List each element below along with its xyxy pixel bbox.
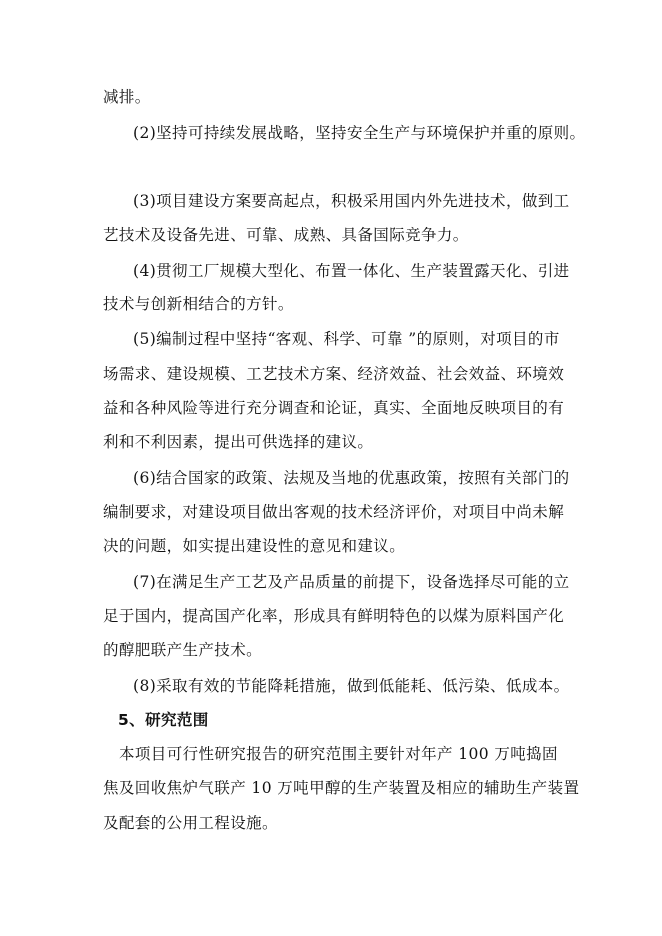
text-line: (3)项目建设方案要高起点，积极采用国内外先进技术，做到工	[133, 192, 570, 210]
text-line: 本项目可行性研究报告的研究范围主要针对年产 100 万吨捣固	[119, 745, 558, 763]
text-line: 及配套的公用工程设施。	[103, 814, 278, 832]
text-line: (7)在满足生产工艺及产品质量的前提下，设备选择尽可能的立	[133, 573, 570, 591]
text-line: (5)编制过程中坚持“客观、科学、可靠 ”的原则，对项目的市	[133, 330, 560, 348]
text-line: 益和各种风险等进行充分调查和论证，真实、全面地反映项目的有	[103, 399, 565, 417]
text-line: 艺技术及设备先进、可靠、成熟、具备国际竞争力。	[103, 226, 469, 244]
text-line: (4)贯彻工厂规模大型化、布置一体化、生产装置露天化、引进	[133, 262, 570, 280]
text-line: 决的问题，如实提出建设性的意见和建议。	[103, 537, 406, 555]
text-line: 场需求、建设规模、工艺技术方案、经济效益、社会效益、环境效	[103, 365, 565, 383]
text-line: 足于国内，提高国产化率，形成具有鲜明特色的以煤为原料国产化	[103, 607, 565, 625]
text-line: (8)采取有效的节能降耗措施，做到低能耗、低污染、低成本。	[133, 677, 570, 695]
text-line: 焦及回收焦炉气联产 10 万吨甲醇的生产装置及相应的辅助生产装置	[103, 779, 580, 797]
section-heading: 5、研究范围	[118, 711, 209, 729]
text-line: 减排。	[103, 88, 151, 106]
text-line: 技术与创新相结合的方针。	[103, 295, 294, 313]
text-line: 的醇肥联产生产技术。	[103, 641, 263, 659]
text-line: (6)结合国家的政策、法规及当地的优惠政策，按照有关部门的	[133, 469, 570, 487]
text-line: (2)坚持可持续发展战略，坚持安全生产与环境保护并重的原则。	[133, 124, 586, 142]
text-line: 利和不利因素，提出可供选择的建议。	[103, 433, 374, 451]
text-line: 编制要求，对建设项目做出客观的技术经济评价，对项目中尚未解	[103, 503, 565, 521]
